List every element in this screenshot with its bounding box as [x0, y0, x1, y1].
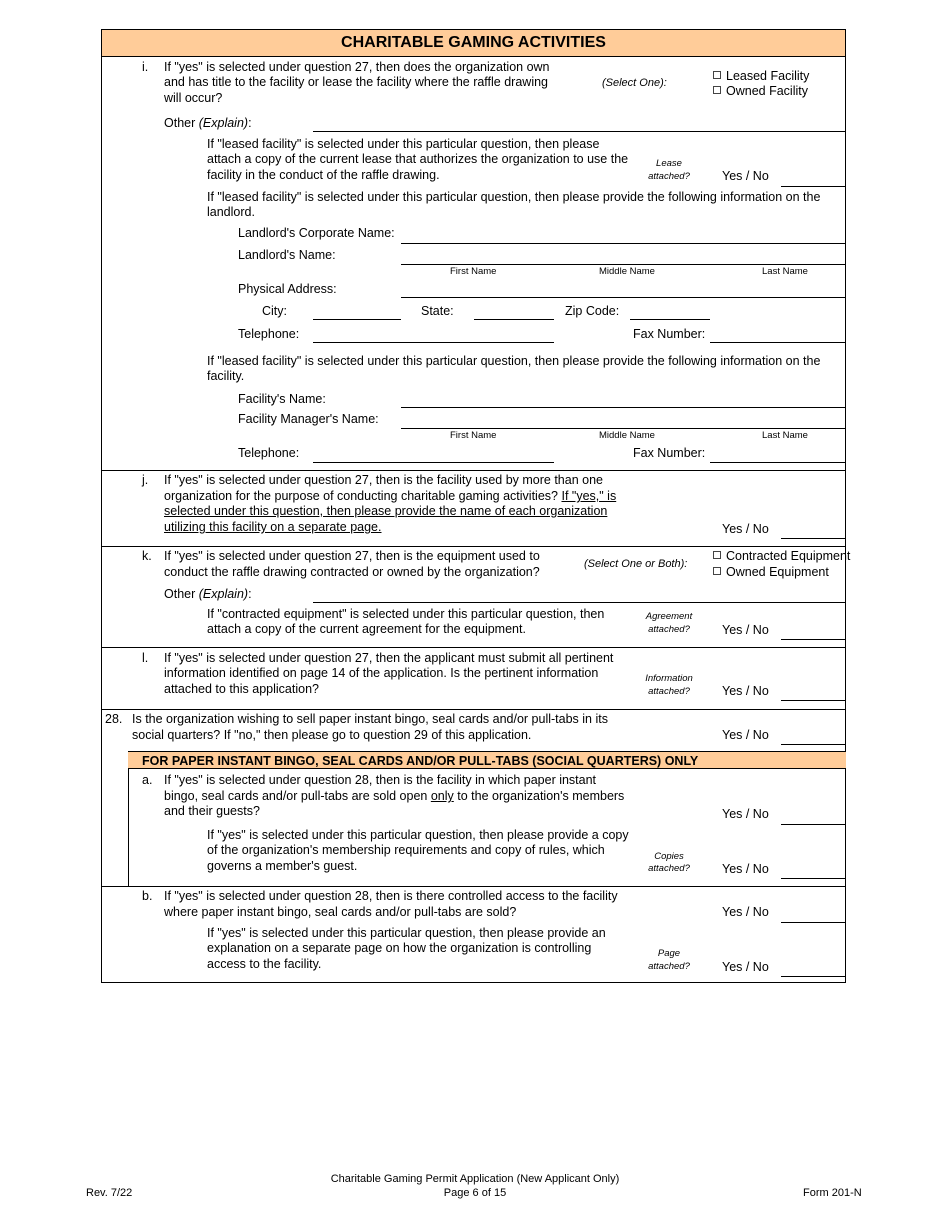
info-attached-label: Information [645, 673, 693, 684]
yes-no-label: Yes / No [722, 623, 769, 637]
middle-name-label: Middle Name [599, 266, 655, 277]
copy-text: of the organization's membership requirements and copy of rules, which [207, 843, 605, 857]
yes-no-label: Yes / No [722, 169, 769, 183]
subsection-title: FOR PAPER INSTANT BINGO, SEAL CARDS AND/OR PULL-TABS (SOCIAL QUARTERS) ONLY [128, 751, 846, 769]
q-28-answer-field[interactable] [781, 744, 846, 745]
copies-attached-field[interactable] [781, 878, 846, 879]
info-attached-label: attached? [648, 686, 690, 697]
contract-text: attach a copy of the current agreement for the equipment. [207, 622, 526, 636]
yes-no-label: Yes / No [722, 905, 769, 919]
state-label: State: [421, 304, 454, 318]
question-letter: j. [142, 473, 149, 487]
lease-text: facility in the conduct of the raffle drawing. [207, 168, 440, 182]
explain-text: If "yes" is selected under this particular question, then please provide an [207, 926, 606, 940]
facility-fax-field[interactable] [710, 462, 846, 463]
option-label: Leased Facility [726, 69, 810, 83]
city-field[interactable] [313, 319, 401, 320]
facility-text: facility. [207, 369, 245, 383]
facility-name-field[interactable] [401, 407, 846, 408]
question-text: If "yes" is selected under question 28, then is there controlled access to the facility [164, 889, 618, 903]
select-one-or-both-label: (Select One or Both): [584, 558, 688, 570]
question-text: attached to this application? [164, 682, 319, 696]
physical-address-field[interactable] [401, 297, 846, 298]
question-letter: a. [142, 773, 153, 787]
explain-text: access to the facility. [207, 957, 322, 971]
page-attached-label: Page [657, 948, 681, 959]
option-label: Contracted Equipment [726, 549, 851, 563]
explain-text: explanation on a separate page on how the organization is controlling [207, 941, 592, 955]
checkbox[interactable] [713, 551, 721, 559]
lease-text: attach a copy of the current lease that authorizes the organization to use the [207, 152, 629, 166]
question-text: will occur? [164, 91, 223, 105]
fax-label: Fax Number: [633, 446, 706, 460]
option-label: Owned Facility [726, 84, 808, 98]
telephone-label: Telephone: [238, 446, 300, 460]
landlord-name-label: Landlord's Name: [238, 248, 336, 262]
question-text: bingo, seal cards and/or pull-tabs are sold open only to the organization's members [164, 789, 625, 803]
select-one-label: (Select One): [602, 77, 667, 89]
agreement-attached-label: attached? [648, 624, 690, 635]
subsection-border [128, 769, 129, 886]
lease-text: If "leased facility" is selected under this particular question, then please [207, 137, 600, 151]
other-explain-field[interactable] [313, 131, 846, 132]
physical-address-label: Physical Address: [238, 282, 337, 296]
question-text: If "yes" is selected under question 27, then is the facility used by more than one [164, 473, 603, 487]
facility-name-label: Facility's Name: [238, 392, 326, 406]
yes-no-label: Yes / No [722, 728, 769, 742]
checkbox[interactable] [713, 71, 721, 79]
agreement-attached-label: Agreement [645, 611, 693, 622]
last-name-label: Last Name [762, 266, 808, 277]
footer-revision: Rev. 7/22 [86, 1187, 133, 1199]
option-contracted-equipment[interactable] [713, 550, 850, 563]
other-explain-label: Other (Explain): [164, 116, 252, 130]
question-text: If "yes" is selected under question 27, then does the organization own [164, 60, 550, 74]
checkbox[interactable] [713, 86, 721, 94]
divider [101, 647, 846, 648]
footer-page-number: Page 6 of 15 [443, 1187, 507, 1199]
facility-text: If "leased facility" is selected under this particular question, then please provide the following information on the [207, 354, 821, 368]
landlord-telephone-field[interactable] [313, 342, 554, 343]
page-attached-label: attached? [648, 961, 690, 972]
agreement-attached-field[interactable] [781, 639, 846, 640]
copies-attached-label: Copies [654, 851, 684, 862]
question-letter: b. [142, 889, 153, 903]
section-title: CHARITABLE GAMING ACTIVITIES [102, 30, 845, 57]
question-text: and their guests? [164, 804, 260, 818]
question-letter: k. [142, 549, 152, 563]
question-text: where paper instant bingo, seal cards and/or pull-tabs are sold? [164, 905, 517, 919]
question-text: and has title to the facility or lease the facility where the raffle drawing [164, 75, 549, 89]
yes-no-label: Yes / No [722, 862, 769, 876]
other-explain-label: Other (Explain): [164, 587, 252, 601]
yes-no-label: Yes / No [722, 684, 769, 698]
option-owned-facility[interactable] [713, 84, 808, 100]
landlord-corp-field[interactable] [401, 243, 846, 244]
state-field[interactable] [474, 319, 554, 320]
question-text: social quarters? If "no," then please go to question 29 of this application. [132, 728, 532, 742]
footer-form-number: Form 201-N [803, 1187, 862, 1199]
yes-no-label: Yes / No [722, 522, 769, 536]
q-j-answer-field[interactable] [781, 538, 846, 539]
divider [101, 546, 846, 547]
zip-field[interactable] [630, 319, 710, 320]
lease-attached-label: attached? [648, 171, 690, 182]
q-28a-answer-field[interactable] [781, 824, 846, 825]
middle-name-label: Middle Name [599, 430, 655, 441]
landlord-text: If "leased facility" is selected under this particular question, then please provide the following information on the [207, 190, 821, 204]
question-text: If "yes" is selected under question 27, then is the equipment used to [164, 549, 540, 563]
city-label: City: [262, 304, 287, 318]
lease-attached-field[interactable] [781, 186, 846, 187]
info-attached-field[interactable] [781, 700, 846, 701]
question-number: 28. [105, 712, 123, 726]
facility-manager-label: Facility Manager's Name: [238, 412, 379, 426]
copy-text: If "yes" is selected under this particular question, then please provide a copy [207, 828, 629, 842]
question-text: selected under this question, then please provide the name of each organization [164, 504, 608, 518]
page-attached-field[interactable] [781, 976, 846, 977]
landlord-fax-field[interactable] [710, 342, 846, 343]
last-name-label: Last Name [762, 430, 808, 441]
question-text: utilizing this facility on a separate page. [164, 520, 382, 534]
telephone-label: Telephone: [238, 327, 300, 341]
contract-text: If "contracted equipment" is selected under this particular question, then [207, 607, 605, 621]
zip-label: Zip Code: [565, 304, 620, 318]
landlord-corp-label: Landlord's Corporate Name: [238, 226, 395, 240]
yes-no-label: Yes / No [722, 960, 769, 974]
footer-title: Charitable Gaming Permit Application (New Applicant Only) [330, 1173, 620, 1185]
divider [101, 886, 846, 887]
first-name-label: First Name [450, 266, 497, 277]
first-name-label: First Name [450, 430, 497, 441]
facility-telephone-field[interactable] [313, 462, 554, 463]
question-letter: l. [142, 651, 149, 665]
divider [101, 709, 846, 710]
other-explain-field[interactable] [313, 602, 846, 603]
divider [101, 470, 846, 471]
question-text: If "yes" is selected under question 28, then is the facility in which paper instant [164, 773, 597, 787]
question-letter: i. [142, 60, 149, 74]
option-leased-facility[interactable] [713, 69, 809, 85]
copy-text: governs a member's guest. [207, 859, 358, 873]
fax-label: Fax Number: [633, 327, 706, 341]
copies-attached-label: attached? [648, 863, 690, 874]
option-owned-equipment[interactable] [713, 565, 829, 581]
q-28b-answer-field[interactable] [781, 922, 846, 923]
question-text: Is the organization wishing to sell paper instant bingo, seal cards and/or pull-tabs in its [132, 712, 608, 726]
question-text: information identified on page 14 of the application. Is the pertinent information [164, 666, 599, 680]
lease-attached-label: Lease [656, 158, 682, 169]
question-text: conduct the raffle drawing contracted or owned by the organization? [164, 565, 540, 579]
question-text: organization for the purpose of conducting charitable gaming activities? If "yes," is [164, 489, 617, 503]
landlord-text: landlord. [207, 205, 255, 219]
yes-no-label: Yes / No [722, 807, 769, 821]
question-text: If "yes" is selected under question 27, then the applicant must submit all pertinent [164, 651, 614, 665]
checkbox[interactable] [713, 567, 721, 575]
option-label: Owned Equipment [726, 565, 829, 579]
